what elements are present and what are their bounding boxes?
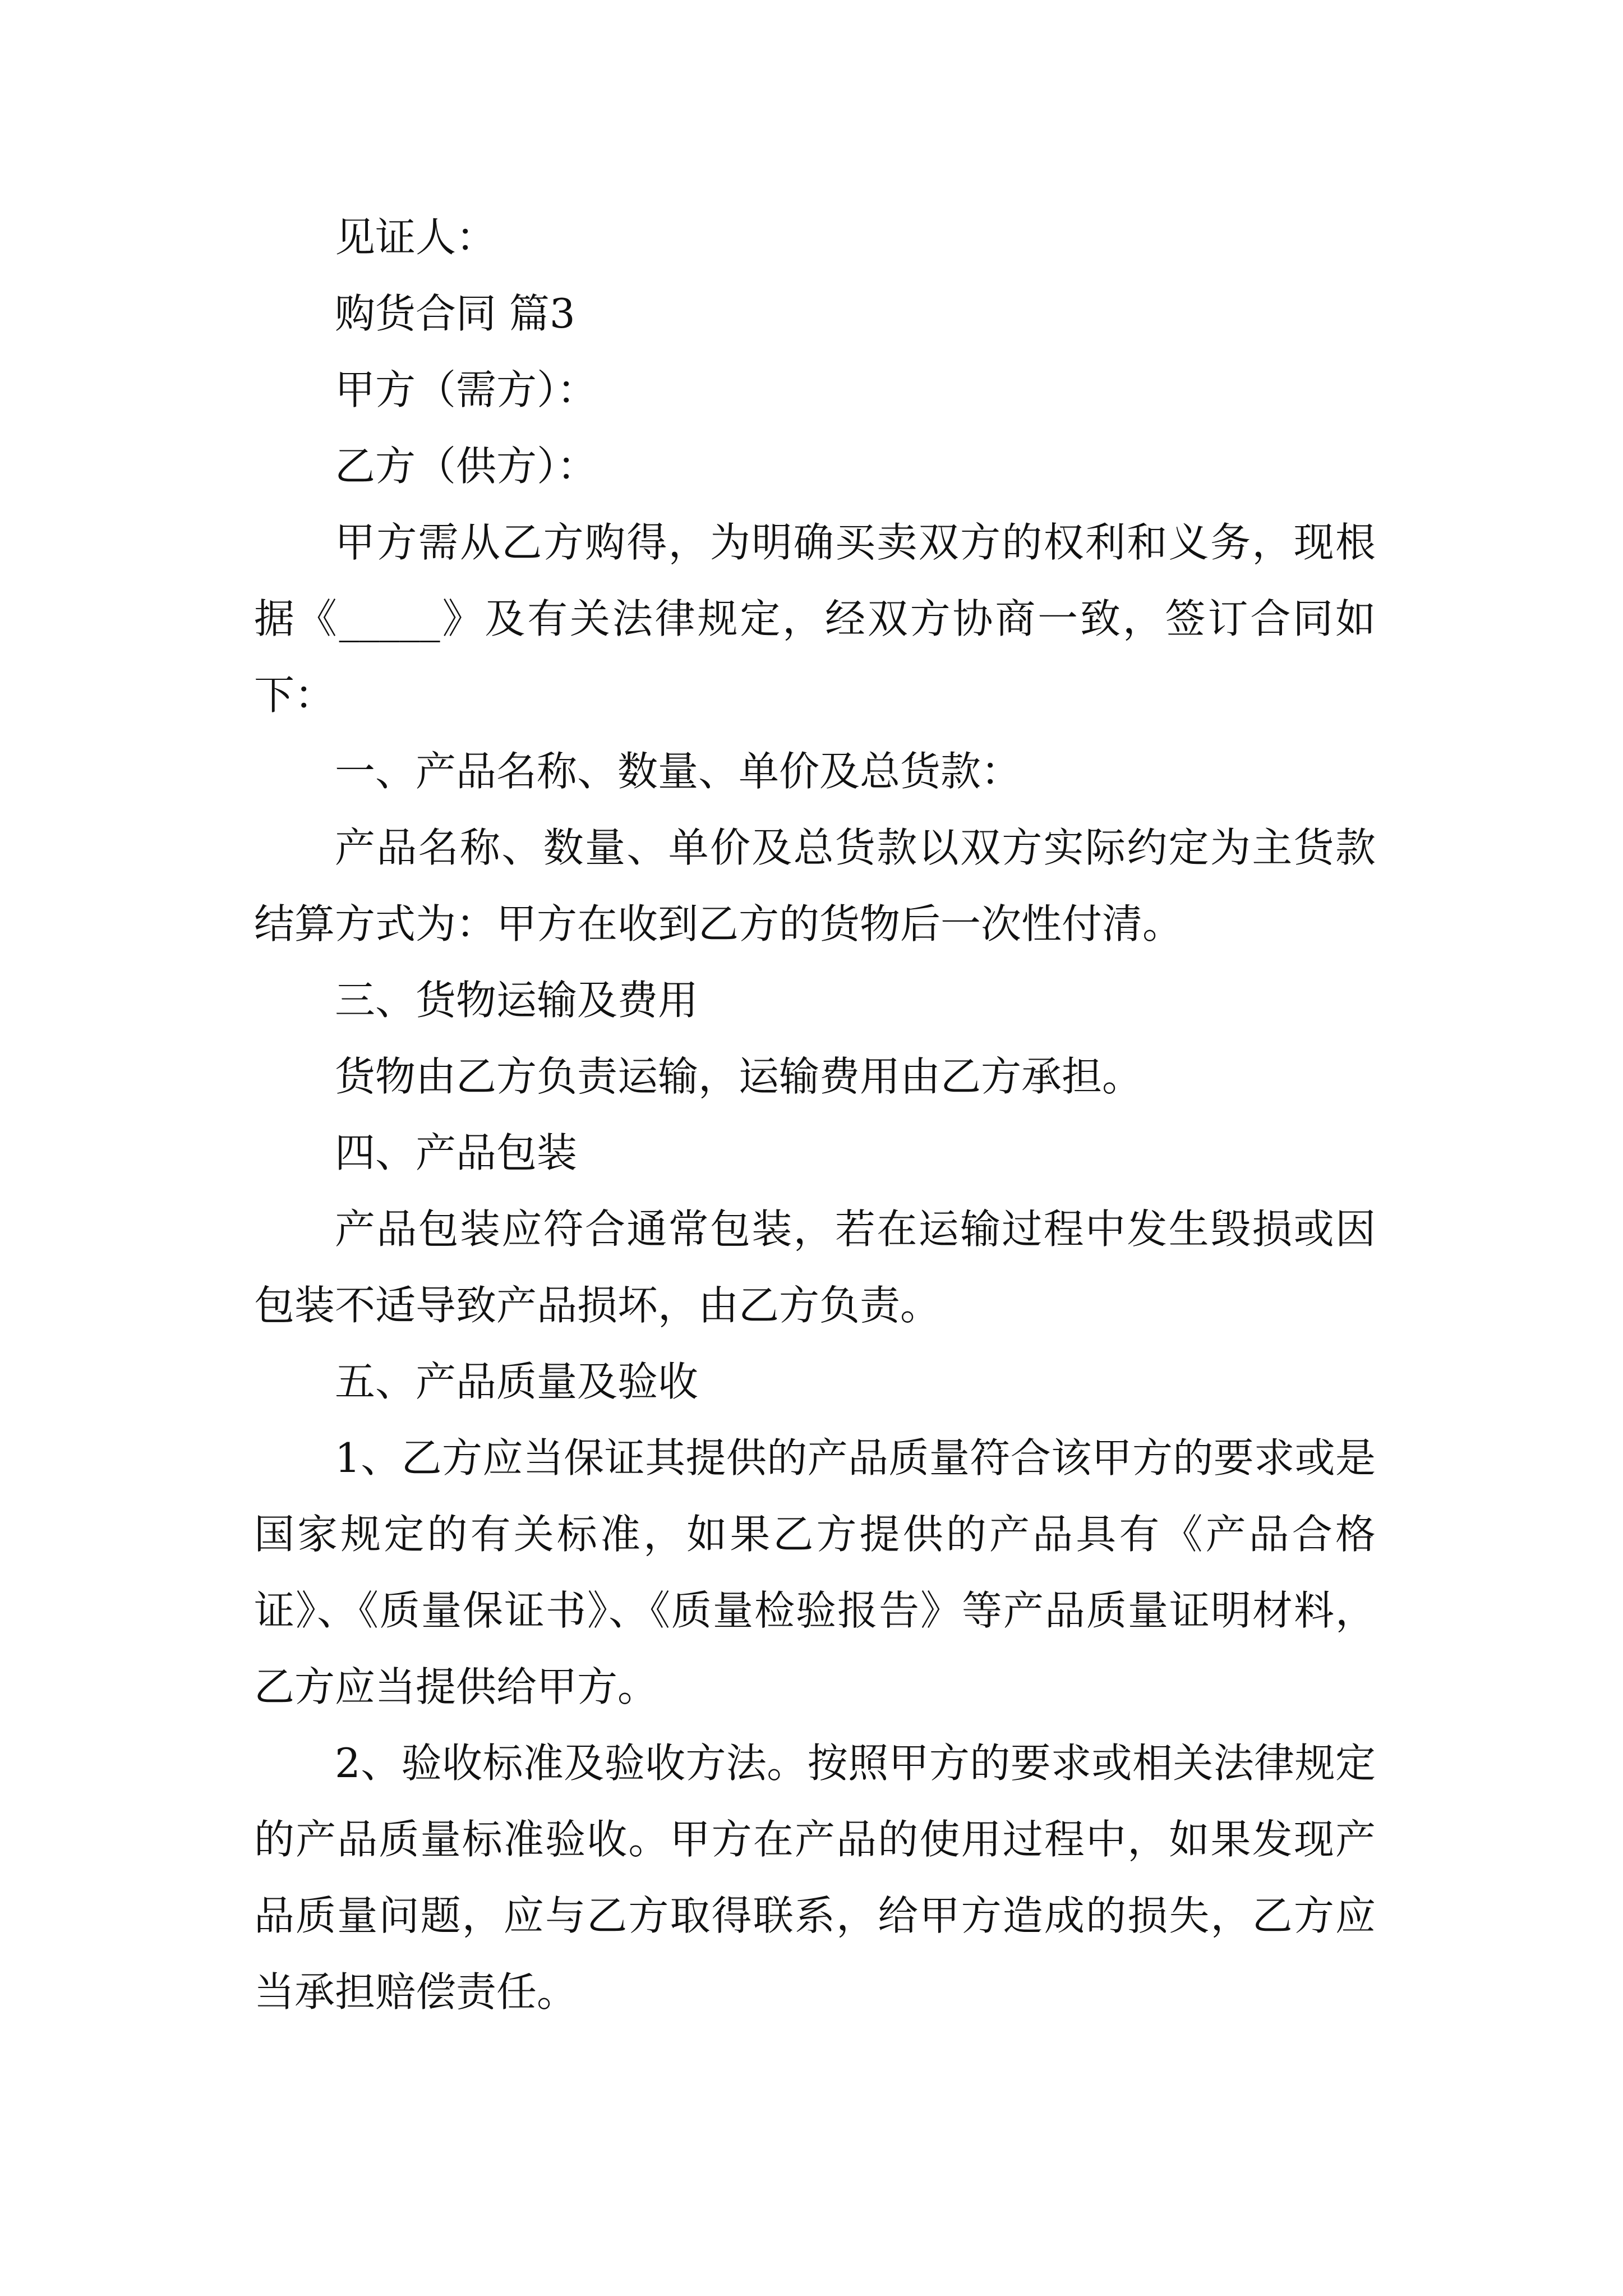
clause-5-heading: 五、产品质量及验收 [335,1358,699,1405]
clause-5-item-2: 2、验收标准及验收方法。按照甲方的要求或相关法律规定的产品质量标准验收。甲方在产品的使用过程中，如果发现产品质量问题，应与乙方取得联系，给甲方造成的损失，乙方应当承担赔偿责任。 [254,1740,1376,2016]
witness-line: 见证人： [335,214,497,261]
clause-1-body: 产品名称、数量、单价及总货款以双方实际约定为主货款结算方式为：甲方在收到乙方的货物后一次性付清。 [254,824,1376,947]
party-b-line: 乙方（供方）： [335,443,598,490]
clause-5-item-1: 1、乙方应当保证其提供的产品质量符合该甲方的要求或是国家规定的有关标准，如果乙方提供的产品具有《产品合格证》、《质量保证书》、《质量检验报告》等产品质量证明材料，乙方应当提供给甲方。 [254,1434,1376,1710]
clause-4-body: 产品包装应符合通常包装，若在运输过程中发生毁损或因包装不适导致产品损坏，由乙方负责。 [254,1205,1376,1329]
clause-3-body: 货物由乙方负责运输，运输费用由乙方承担。 [335,1053,1143,1100]
clause-1-heading: 一、产品名称、数量、单价及总货款： [335,748,1022,795]
party-a-line: 甲方（需方）： [335,366,598,413]
section-title: 购货合同 篇3 [335,290,575,337]
document-body [254,199,1376,2030]
clause-3-heading: 三、货物运输及费用 [335,977,699,1024]
preamble-paragraph: 甲方需从乙方购得，为明确买卖双方的权利和义务，现根据《_____》及有关法律规定，经双方协商一致，签订合同如下： [254,519,1376,719]
clause-4-heading: 四、产品包装 [335,1129,578,1176]
